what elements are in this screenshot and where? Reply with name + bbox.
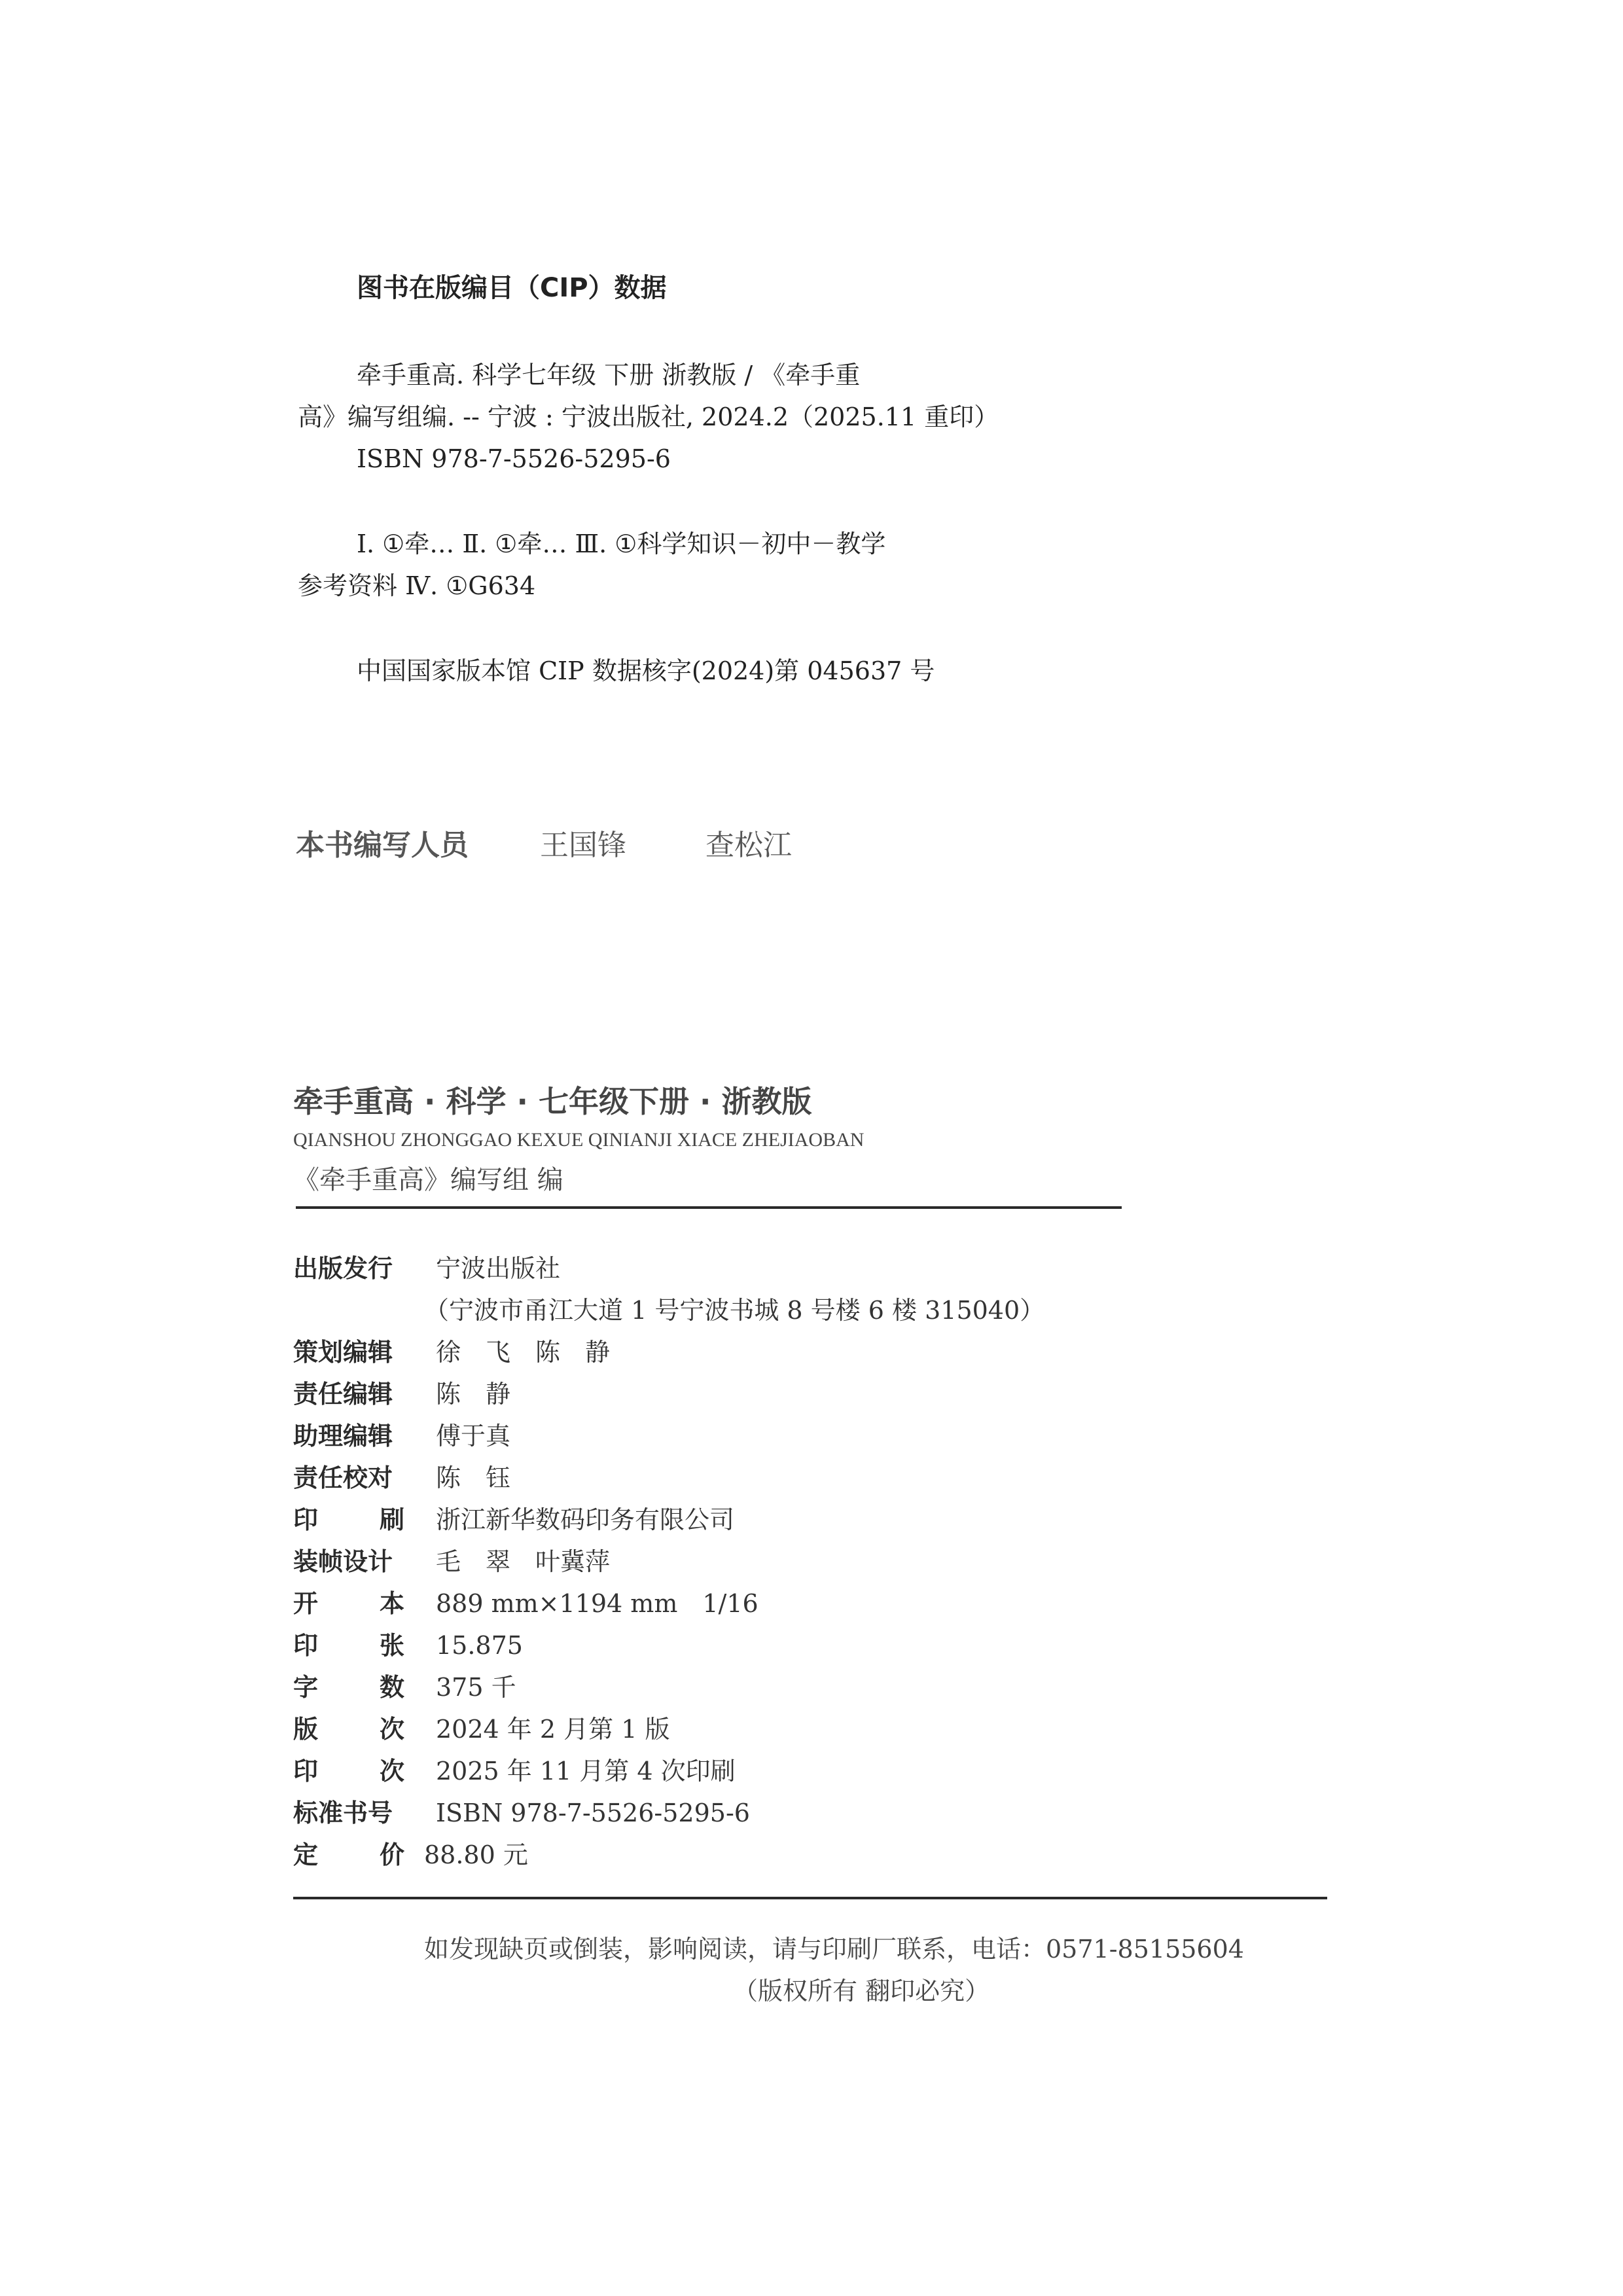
misprint-notice: 如发现缺页或倒装，影响阅读，请与印刷厂联系，电话：0571-85155604 <box>424 1935 1244 1964</box>
cip-isbn-line: ISBN 978-7-5526-5295-6 <box>357 444 671 473</box>
spec-label: 印 张 <box>293 1631 404 1660</box>
spec-label: 定 价 <box>293 1840 404 1869</box>
spec-label: 出版发行 <box>293 1254 393 1283</box>
spec-label: 助理编辑 <box>293 1422 393 1450</box>
cip-heading: 图书在版编目（CIP）数据 <box>357 273 667 303</box>
spec-value: 徐 飞 陈 静 <box>436 1338 611 1367</box>
spec-value: 88.80 元 <box>424 1840 528 1869</box>
spec-value: 2024 年 2 月第 1 版 <box>436 1715 670 1744</box>
spec-label: 字 数 <box>293 1673 404 1702</box>
spec-label: 策划编辑 <box>293 1338 393 1367</box>
spec-value: 傅于真 <box>436 1422 511 1450</box>
author-name: 查松江 <box>705 829 792 862</box>
spec-value: 浙江新华数码印务有限公司 <box>436 1505 735 1534</box>
cip-entry-line-1: 牵手重高. 科学七年级 下册 浙教版 / 《牵手重 <box>357 361 861 389</box>
cip-entry-line-2: 高》编写组编. -- 宁波 : 宁波出版社, 2024.2（2025.11 重印） <box>298 403 999 431</box>
spec-label: 责任校对 <box>293 1463 393 1492</box>
cip-library-line: 中国国家版本馆 CIP 数据核字(2024)第 045637 号 <box>357 656 935 685</box>
spec-value: 陈 静 <box>436 1380 511 1408</box>
title-divider <box>296 1206 1122 1209</box>
spec-label: 开 本 <box>293 1589 404 1618</box>
book-title: 牵手重高 · 科学 · 七年级下册 · 浙教版 <box>293 1084 812 1119</box>
spec-value: 2025 年 11 月第 4 次印刷 <box>436 1757 736 1785</box>
rights-notice: （版权所有 翻印必究） <box>733 1977 990 2005</box>
spec-value: 毛 翠 叶冀萍 <box>436 1547 611 1576</box>
cip-subject-line-1: Ⅰ. ①牵… Ⅱ. ①牵… Ⅲ. ①科学知识－初中－教学 <box>357 529 886 558</box>
spec-value: 375 千 <box>436 1673 516 1702</box>
author-name: 王国锋 <box>540 829 626 862</box>
spec-label: 标准书号 <box>293 1799 393 1827</box>
spec-value: 15.875 <box>436 1631 523 1660</box>
spec-value: 宁波出版社 <box>436 1254 561 1283</box>
spec-value: ISBN 978-7-5526-5295-6 <box>436 1799 750 1827</box>
cip-subject-line-2: 参考资料 Ⅳ. ①G634 <box>298 571 536 600</box>
spec-value: 陈 钰 <box>436 1463 511 1492</box>
spec-label: 装帧设计 <box>293 1547 393 1576</box>
authors-label: 本书编写人员 <box>296 829 469 862</box>
specs-divider <box>293 1897 1327 1899</box>
spec-value: 889 mm×1194 mm 1/16 <box>436 1589 758 1618</box>
spec-label: 印 次 <box>293 1757 404 1785</box>
spec-value: （宁波市甬江大道 1 号宁波书城 8 号楼 6 楼 315040） <box>424 1296 1045 1325</box>
book-title-pinyin: QIANSHOU ZHONGGAO KEXUE QINIANJI XIACE ZHEJIAOBAN <box>293 1129 865 1151</box>
spec-label: 责任编辑 <box>293 1380 393 1408</box>
spec-label: 版 次 <box>293 1715 404 1744</box>
book-editor-line: 《牵手重高》编写组 编 <box>293 1165 563 1195</box>
spec-label: 印 刷 <box>293 1505 404 1534</box>
